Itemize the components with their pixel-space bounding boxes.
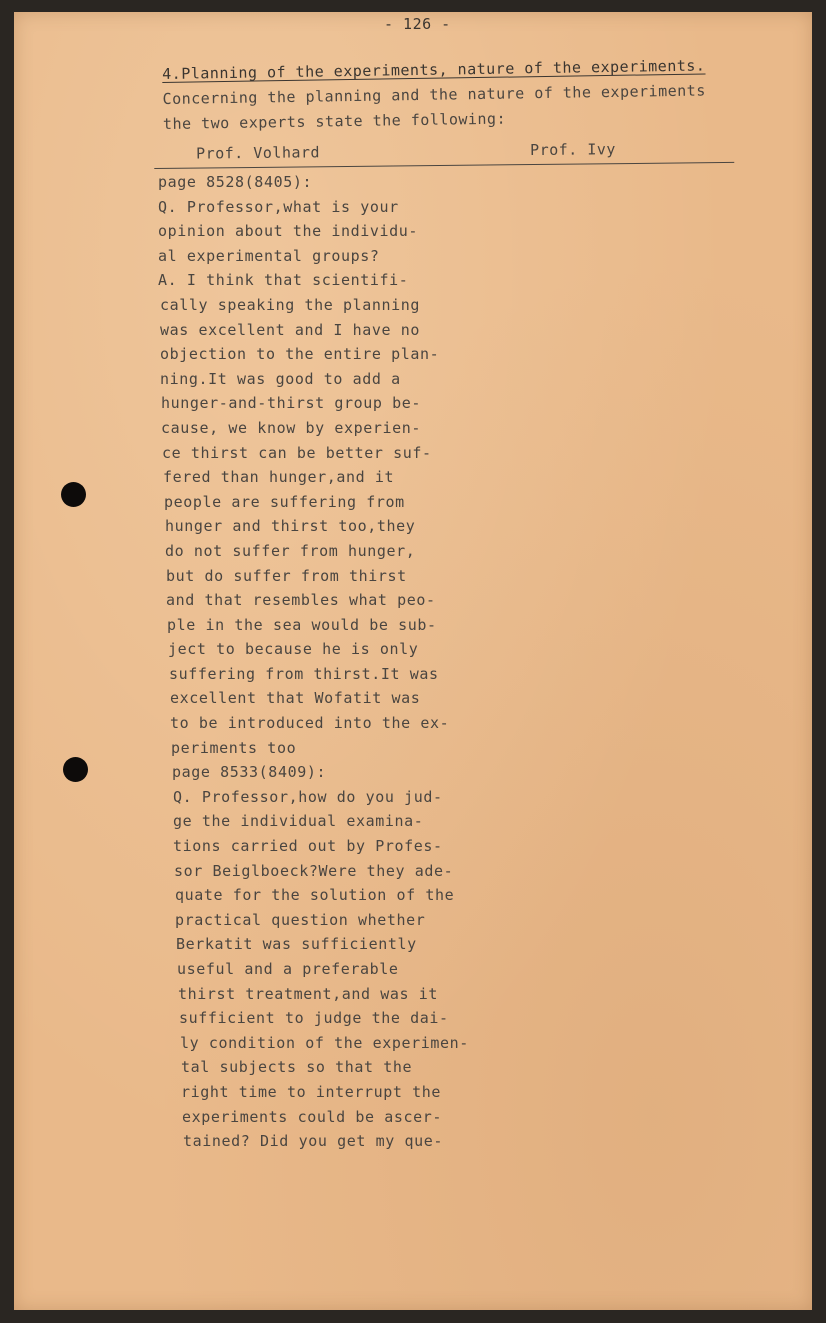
testimony-line: do not suffer from hunger,	[165, 541, 416, 560]
testimony-line: to be introduced into the ex-	[170, 714, 450, 733]
page-number: - 126 -	[384, 15, 451, 33]
testimony-line: Berkatit was sufficiently	[176, 935, 417, 954]
document-page	[14, 12, 812, 1310]
testimony-line: page 8533(8409):	[172, 763, 327, 782]
testimony-column	[158, 170, 469, 1154]
testimony-line: right time to interrupt the	[181, 1082, 442, 1101]
testimony-line: hunger and thirst too,they	[165, 517, 416, 536]
intro-line: the two experts state the following:	[162, 109, 507, 133]
testimony-line: and that resembles what peo-	[166, 591, 436, 610]
testimony-line: fered than hunger,and it	[163, 468, 395, 487]
expert-right-name: Prof. Ivy	[530, 140, 616, 160]
testimony-line: cally speaking the planning	[160, 295, 421, 314]
testimony-line: sor Beiglboeck?Were they ade-	[174, 861, 454, 880]
section-title: 4.Planning of the experiments, nature of the experiments.	[162, 56, 706, 83]
testimony-line: ce thirst can be better suf-	[162, 443, 432, 462]
testimony-line: objection to the entire plan-	[160, 345, 440, 364]
testimony-line: useful and a preferable	[177, 960, 399, 978]
testimony-line: al experimental groups?	[158, 246, 380, 265]
testimony-line: Q. Professor,what is your	[158, 197, 399, 216]
testimony-line: tions carried out by Profes-	[173, 837, 443, 856]
testimony-line: quate for the solution of the	[175, 886, 455, 905]
testimony-line: was excellent and I have no	[160, 320, 421, 339]
testimony-line: page 8528(8405):	[158, 173, 313, 191]
testimony-line: sufficient to judge the dai-	[179, 1009, 449, 1028]
testimony-line: periments too	[171, 738, 297, 757]
testimony-line: hunger-and-thirst group be-	[161, 394, 422, 413]
testimony-line: excellent that Wofatit was	[170, 689, 421, 708]
intro-line: Concerning the planning and the nature of the experiments	[162, 81, 706, 108]
testimony-line: A. I think that scientifi-	[158, 271, 409, 290]
testimony-line: ge the individual examina-	[173, 812, 424, 831]
experts-heading-row	[154, 136, 734, 169]
testimony-line: Q. Professor,how do you jud-	[173, 787, 443, 806]
testimony-line: ple in the sea would be sub-	[167, 615, 437, 634]
punch-hole-bottom	[63, 757, 88, 782]
testimony-line: ning.It was good to add a	[160, 369, 401, 388]
testimony-line: cause, we know by experien-	[161, 418, 422, 437]
testimony-line: tal subjects so that the	[181, 1058, 413, 1077]
testimony-line: opinion about the individu-	[158, 222, 419, 241]
testimony-line: people are suffering from	[164, 492, 405, 511]
testimony-line: ly condition of the experimen-	[180, 1033, 469, 1052]
testimony-line: but do suffer from thirst	[166, 566, 407, 585]
testimony-line: tained? Did you get my que-	[183, 1132, 444, 1151]
testimony-line: practical question whether	[175, 910, 426, 929]
testimony-line: suffering from thirst.It was	[169, 664, 439, 683]
testimony-line: experiments could be ascer-	[182, 1107, 443, 1126]
testimony-line: thirst treatment,and was it	[178, 984, 439, 1003]
expert-left-name: Prof. Volhard	[196, 143, 321, 163]
testimony-line: ject to because he is only	[168, 640, 419, 659]
punch-hole-top	[61, 482, 86, 507]
section-header	[162, 53, 706, 137]
